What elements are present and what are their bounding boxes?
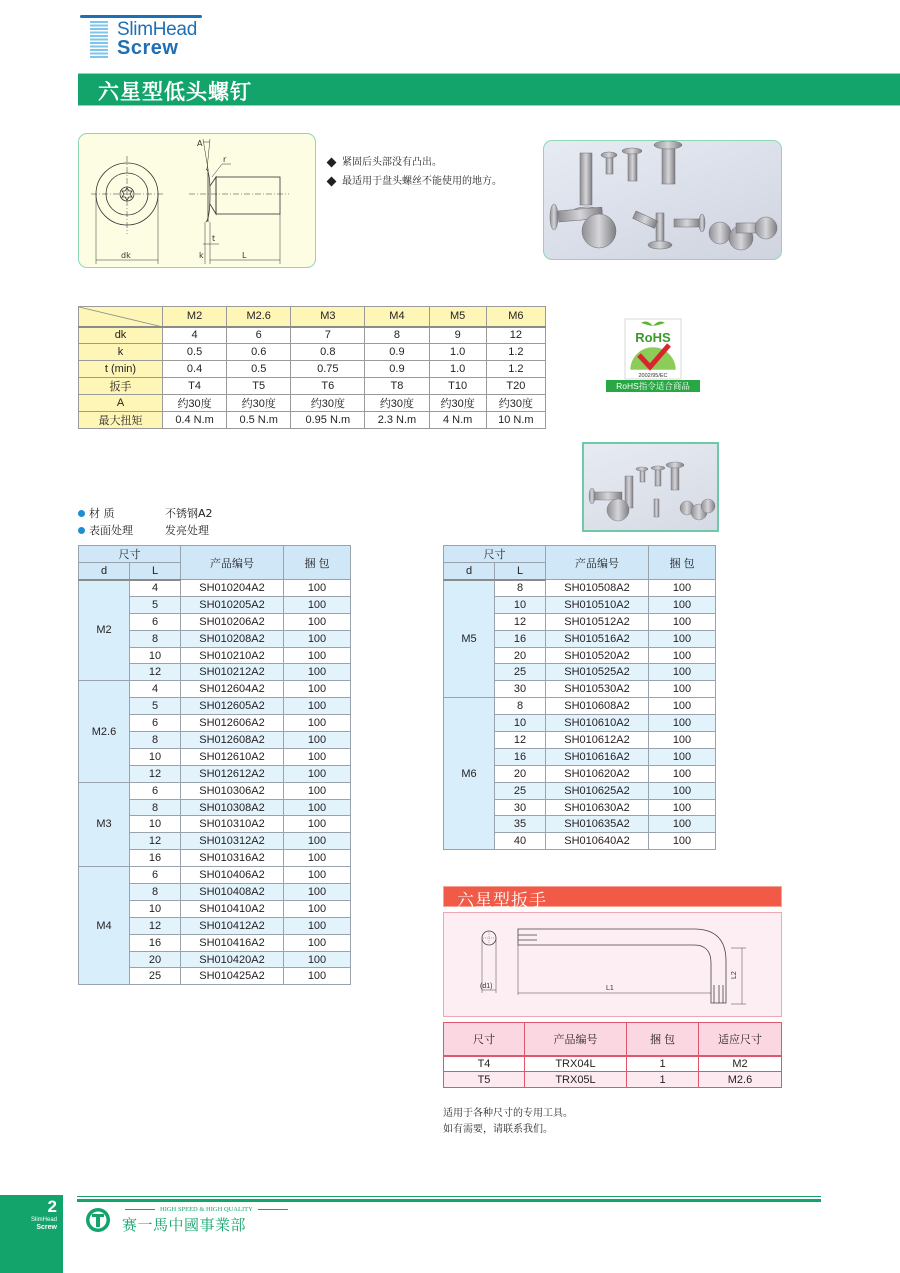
- part-no-header: 产品编号: [181, 546, 284, 580]
- length-cell: 6: [130, 782, 181, 799]
- table-row: [79, 867, 351, 884]
- part-number-cell: SH010616A2: [546, 748, 649, 765]
- part-no-header: 产品编号: [546, 546, 649, 580]
- length-cell: 8: [130, 732, 181, 749]
- wrench-header-pack: 捆 包: [627, 1023, 699, 1056]
- part-number-cell: SH010608A2: [546, 698, 649, 715]
- pack-qty-cell: 100: [284, 900, 351, 917]
- part-number-cell: SH010640A2: [546, 833, 649, 850]
- wrench-section-title: [443, 886, 782, 911]
- spec-cell: T5: [227, 377, 291, 394]
- spec-cell: 1.2: [486, 360, 545, 377]
- spec-cell: 4 N.m: [429, 411, 486, 428]
- logo-bar: [80, 15, 202, 18]
- company-emblem-icon: [85, 1207, 111, 1233]
- part-number-cell: SH010205A2: [181, 596, 284, 613]
- page-title: 六星型低头螺钉: [98, 80, 252, 104]
- thread-size-cell: M2: [79, 580, 130, 681]
- pack-qty-cell: 100: [284, 799, 351, 816]
- spec-table: [78, 306, 546, 429]
- length-cell: 4: [130, 580, 181, 597]
- size-header: 尺寸: [444, 546, 546, 563]
- footer-brand-line1: SlimHead: [30, 1217, 57, 1223]
- spec-cell: 9: [429, 327, 486, 344]
- length-cell: 40: [495, 833, 546, 850]
- wrench-title-text: 六星型扳手: [457, 891, 547, 911]
- spec-cell: 0.5 N.m: [227, 411, 291, 428]
- pack-qty-cell: 100: [649, 613, 716, 630]
- logo-text-slimhead: SlimHead: [117, 19, 197, 40]
- thread-size-cell: M3: [79, 782, 130, 866]
- spec-corner-cell: [79, 307, 163, 327]
- spec-row-label: 扳手: [79, 377, 163, 394]
- length-cell: 12: [130, 664, 181, 681]
- pack-qty-cell: 100: [284, 647, 351, 664]
- spec-cell: 约30度: [365, 394, 429, 411]
- diamond-bullet-icon: [327, 158, 337, 168]
- label-angle: A: [197, 139, 203, 148]
- spec-cell: 约30度: [227, 394, 291, 411]
- thread-size-cell: M5: [444, 580, 495, 698]
- spec-row: [79, 343, 546, 360]
- spec-cell: 10 N.m: [486, 411, 545, 428]
- part-number-cell: SH010612A2: [546, 732, 649, 749]
- spec-cell: 0.95 N.m: [291, 411, 365, 428]
- spec-cell: 7: [291, 327, 365, 344]
- part-number-cell: SH010416A2: [181, 934, 284, 951]
- spec-cell: 约30度: [429, 394, 486, 411]
- spec-row-label: k: [79, 343, 163, 360]
- l-header: L: [495, 563, 546, 580]
- part-number-cell: SH010508A2: [546, 580, 649, 597]
- part-number-cell: SH010206A2: [181, 613, 284, 630]
- pack-qty-cell: 100: [649, 715, 716, 732]
- part-number-cell: SH010630A2: [546, 799, 649, 816]
- label-dk: dk: [121, 251, 131, 260]
- label-radius: r: [223, 155, 227, 164]
- footer-divider: [77, 1196, 821, 1202]
- table-row: [79, 580, 351, 597]
- length-cell: 30: [495, 681, 546, 698]
- spec-row: [79, 377, 546, 394]
- part-number-cell: SH010516A2: [546, 630, 649, 647]
- spec-cell: 0.9: [365, 343, 429, 360]
- feature-text: 最适用于盘头螺丝不能使用的地方。: [342, 176, 502, 187]
- bullet-dot-icon: [78, 510, 85, 517]
- surface-label: 表面处理: [89, 524, 133, 537]
- length-cell: 16: [495, 630, 546, 647]
- product-table-left: [78, 545, 351, 985]
- length-cell: 30: [495, 799, 546, 816]
- length-cell: 12: [130, 765, 181, 782]
- screw-drawing-icon: [79, 134, 317, 269]
- spec-cell: 12: [486, 327, 545, 344]
- wrench-header-fit: 适应尺寸: [699, 1023, 782, 1056]
- spec-col-header: M2.6: [227, 307, 291, 327]
- footer-tagline: [120, 1206, 293, 1213]
- part-number-cell: SH010212A2: [181, 664, 284, 681]
- spec-cell: 0.9: [365, 360, 429, 377]
- spec-row-label: dk: [79, 327, 163, 344]
- spec-row: [79, 360, 546, 377]
- length-cell: 5: [130, 698, 181, 715]
- rohs-label: RoHS指令适合商品: [606, 380, 700, 392]
- label-l1: L1: [606, 985, 614, 992]
- pack-qty-cell: 100: [284, 596, 351, 613]
- spec-cell: 1.0: [429, 360, 486, 377]
- spec-col-header: M4: [365, 307, 429, 327]
- length-cell: 8: [130, 799, 181, 816]
- note-line: 适用于各种尺寸的专用工具。: [443, 1108, 573, 1119]
- pack-qty-cell: 100: [284, 698, 351, 715]
- diamond-bullet-icon: [327, 177, 337, 187]
- length-cell: 10: [495, 596, 546, 613]
- screws-photo-icon: [584, 444, 717, 530]
- pack-qty-cell: 100: [649, 799, 716, 816]
- length-cell: 12: [495, 732, 546, 749]
- brand-logo: [80, 15, 205, 61]
- wrench-fit: M2.6: [699, 1072, 782, 1088]
- pack-qty-cell: 100: [284, 833, 351, 850]
- feature-item: [326, 153, 502, 172]
- spec-row-label: A: [79, 394, 163, 411]
- wrench-note: [443, 1106, 573, 1138]
- spec-row: [79, 394, 546, 411]
- spec-cell: 0.5: [163, 343, 227, 360]
- feature-list: [326, 153, 502, 191]
- part-number-cell: SH010412A2: [181, 917, 284, 934]
- part-number-cell: SH010520A2: [546, 647, 649, 664]
- wrench-diagram: [443, 912, 782, 1017]
- part-number-cell: SH010312A2: [181, 833, 284, 850]
- wrench-row: [444, 1072, 782, 1088]
- pack-qty-cell: 100: [649, 833, 716, 850]
- surface-value: 发亮处理: [165, 524, 209, 537]
- length-cell: 35: [495, 816, 546, 833]
- material-row: [78, 505, 213, 522]
- label-k: k: [199, 251, 204, 260]
- part-number-cell: SH010306A2: [181, 782, 284, 799]
- d-header: d: [444, 563, 495, 580]
- material-info: [78, 505, 213, 539]
- pack-qty-cell: 100: [284, 630, 351, 647]
- part-number-cell: SH010625A2: [546, 782, 649, 799]
- length-cell: 5: [130, 596, 181, 613]
- pack-qty-cell: 100: [649, 816, 716, 833]
- pack-qty-cell: 100: [649, 580, 716, 597]
- part-number-cell: SH012608A2: [181, 732, 284, 749]
- part-number-cell: SH012604A2: [181, 681, 284, 698]
- spec-cell: 1.0: [429, 343, 486, 360]
- feature-item: [326, 172, 502, 191]
- spec-cell: T10: [429, 377, 486, 394]
- length-cell: 25: [130, 968, 181, 985]
- length-cell: 20: [495, 765, 546, 782]
- part-number-cell: SH010420A2: [181, 951, 284, 968]
- rohs-logo-icon: [606, 318, 700, 380]
- length-cell: 10: [130, 900, 181, 917]
- tagline-dash: [258, 1209, 288, 1210]
- wrench-row: [444, 1056, 782, 1072]
- wrench-fit: M2: [699, 1056, 782, 1072]
- screw-diagram: [78, 133, 316, 268]
- part-number-cell: SH010530A2: [546, 681, 649, 698]
- pack-qty-cell: 100: [649, 698, 716, 715]
- company-name: 赛一馬中國事業部: [122, 1216, 247, 1234]
- pack-qty-cell: 100: [284, 681, 351, 698]
- pack-qty-cell: 100: [284, 884, 351, 901]
- pack-qty-cell: 100: [649, 596, 716, 613]
- spec-row-label: 最大扭矩: [79, 411, 163, 428]
- pack-qty-cell: 100: [284, 613, 351, 630]
- wrench-header-size: 尺寸: [444, 1023, 525, 1056]
- thread-size-cell: M4: [79, 867, 130, 985]
- product-table-right: [443, 545, 716, 850]
- length-cell: 8: [495, 580, 546, 597]
- length-cell: 8: [130, 630, 181, 647]
- part-number-cell: SH010610A2: [546, 715, 649, 732]
- pack-qty-cell: 100: [284, 782, 351, 799]
- spec-cell: 约30度: [486, 394, 545, 411]
- size-header: 尺寸: [79, 546, 181, 563]
- material-label: 材 质: [89, 507, 115, 520]
- pack-qty-cell: 100: [284, 968, 351, 985]
- surface-row: [78, 522, 213, 539]
- thread-size-cell: M6: [444, 698, 495, 850]
- spec-cell: 2.3 N.m: [365, 411, 429, 428]
- length-cell: 12: [495, 613, 546, 630]
- logo-text-screw: Screw: [117, 37, 179, 59]
- label-L: L: [242, 251, 247, 260]
- spec-cell: 4: [163, 327, 227, 344]
- wrench-header-part: 产品编号: [525, 1023, 627, 1056]
- table-row: [444, 698, 716, 715]
- length-cell: 10: [130, 647, 181, 664]
- rohs-directive: 2002/95/EC: [638, 373, 668, 379]
- pack-qty-cell: 100: [284, 867, 351, 884]
- length-cell: 25: [495, 782, 546, 799]
- pack-qty-cell: 100: [284, 816, 351, 833]
- part-number-cell: SH010512A2: [546, 613, 649, 630]
- length-cell: 6: [130, 613, 181, 630]
- spec-cell: T4: [163, 377, 227, 394]
- spec-row-label: t (min): [79, 360, 163, 377]
- part-number-cell: SH010210A2: [181, 647, 284, 664]
- spec-cell: T6: [291, 377, 365, 394]
- table-row: [79, 681, 351, 698]
- material-value: 不锈钢A2: [165, 507, 213, 520]
- pack-qty-cell: 100: [649, 630, 716, 647]
- part-number-cell: SH010204A2: [181, 580, 284, 597]
- feature-text: 紧固后头部没有凸出。: [342, 157, 442, 168]
- pack-qty-cell: 100: [284, 732, 351, 749]
- d-header: d: [79, 563, 130, 580]
- pack-header: 捆 包: [284, 546, 351, 580]
- length-cell: 10: [130, 748, 181, 765]
- spec-cell: 6: [227, 327, 291, 344]
- length-cell: 16: [130, 850, 181, 867]
- wrench-size: T5: [444, 1072, 525, 1088]
- wrench-part: TRX05L: [525, 1072, 627, 1088]
- pack-qty-cell: 100: [649, 647, 716, 664]
- table-row: [444, 580, 716, 597]
- spec-cell: T20: [486, 377, 545, 394]
- l-header: L: [130, 563, 181, 580]
- spec-cell: 约30度: [291, 394, 365, 411]
- pack-qty-cell: 100: [284, 917, 351, 934]
- page-number: 2: [47, 1197, 57, 1216]
- pack-header: 捆 包: [649, 546, 716, 580]
- spec-cell: 0.5: [227, 360, 291, 377]
- spec-row: [79, 411, 546, 428]
- part-number-cell: SH010635A2: [546, 816, 649, 833]
- pack-qty-cell: 100: [284, 664, 351, 681]
- length-cell: 12: [130, 917, 181, 934]
- length-cell: 10: [495, 715, 546, 732]
- rohs-logo-text: RoHS: [635, 330, 671, 345]
- pack-qty-cell: 100: [649, 748, 716, 765]
- part-number-cell: SH012605A2: [181, 698, 284, 715]
- product-photo-small: [582, 442, 719, 532]
- note-line: 如有需要，请联系我们。: [443, 1124, 553, 1135]
- length-cell: 6: [130, 867, 181, 884]
- pack-qty-cell: 100: [284, 580, 351, 597]
- pack-qty-cell: 100: [649, 765, 716, 782]
- spec-cell: 约30度: [163, 394, 227, 411]
- part-number-cell: SH010510A2: [546, 596, 649, 613]
- spec-col-header: M6: [486, 307, 545, 327]
- part-number-cell: SH010208A2: [181, 630, 284, 647]
- label-thickness: t: [212, 234, 216, 243]
- title-band: [78, 73, 900, 106]
- part-number-cell: SH010316A2: [181, 850, 284, 867]
- wrench-part: TRX04L: [525, 1056, 627, 1072]
- part-number-cell: SH010425A2: [181, 968, 284, 985]
- part-number-cell: SH012610A2: [181, 748, 284, 765]
- diagonal-line-icon: [79, 307, 163, 327]
- pack-qty-cell: 100: [649, 681, 716, 698]
- part-number-cell: SH010310A2: [181, 816, 284, 833]
- pack-qty-cell: 100: [649, 782, 716, 799]
- length-cell: 6: [130, 715, 181, 732]
- length-cell: 20: [495, 647, 546, 664]
- length-cell: 12: [130, 833, 181, 850]
- length-cell: 4: [130, 681, 181, 698]
- tagline-dash: [125, 1209, 155, 1210]
- spec-cell: 0.4 N.m: [163, 411, 227, 428]
- spec-cell: 0.6: [227, 343, 291, 360]
- table-row: [79, 782, 351, 799]
- part-number-cell: SH010308A2: [181, 799, 284, 816]
- pack-qty-cell: 100: [284, 765, 351, 782]
- spec-cell: 0.4: [163, 360, 227, 377]
- logo-stripes-icon: [90, 21, 108, 59]
- torx-wrench-drawing-icon: [444, 913, 783, 1018]
- length-cell: 10: [130, 816, 181, 833]
- length-cell: 25: [495, 664, 546, 681]
- rohs-badge: [606, 318, 700, 392]
- spec-col-header: M5: [429, 307, 486, 327]
- length-cell: 16: [130, 934, 181, 951]
- part-number-cell: SH010620A2: [546, 765, 649, 782]
- spec-cell: 8: [365, 327, 429, 344]
- wrench-size: T4: [444, 1056, 525, 1072]
- spec-col-header: M2: [163, 307, 227, 327]
- bullet-dot-icon: [78, 527, 85, 534]
- spec-col-header: M3: [291, 307, 365, 327]
- spec-header-row: [79, 307, 546, 327]
- length-cell: 20: [130, 951, 181, 968]
- part-number-cell: SH010408A2: [181, 884, 284, 901]
- wrench-pack: 1: [627, 1072, 699, 1088]
- thread-size-cell: M2.6: [79, 681, 130, 782]
- length-cell: 16: [495, 748, 546, 765]
- pack-qty-cell: 100: [649, 664, 716, 681]
- wrench-table: [443, 1022, 782, 1088]
- page-number-tab: [0, 1195, 63, 1273]
- product-photo-large: [543, 140, 782, 260]
- label-d1: (d1): [480, 983, 493, 990]
- wrench-pack: 1: [627, 1056, 699, 1072]
- pack-qty-cell: 100: [284, 748, 351, 765]
- part-number-cell: SH010525A2: [546, 664, 649, 681]
- pack-qty-cell: 100: [284, 934, 351, 951]
- pack-qty-cell: 100: [649, 732, 716, 749]
- footer-brand-line2: Screw: [36, 1224, 57, 1231]
- length-cell: 8: [495, 698, 546, 715]
- spec-cell: T8: [365, 377, 429, 394]
- part-number-cell: SH012612A2: [181, 765, 284, 782]
- spec-cell: 0.75: [291, 360, 365, 377]
- pack-qty-cell: 100: [284, 951, 351, 968]
- part-number-cell: SH010410A2: [181, 900, 284, 917]
- pack-qty-cell: 100: [284, 850, 351, 867]
- part-number-cell: SH010406A2: [181, 867, 284, 884]
- pack-qty-cell: 100: [284, 715, 351, 732]
- part-number-cell: SH012606A2: [181, 715, 284, 732]
- length-cell: 8: [130, 884, 181, 901]
- label-l2: L2: [731, 971, 738, 979]
- tagline-text: HIGH SPEED & HIGH QUALITY: [160, 1206, 253, 1213]
- screws-photo-icon: [544, 141, 782, 260]
- spec-cell: 0.8: [291, 343, 365, 360]
- spec-cell: 1.2: [486, 343, 545, 360]
- spec-row: [79, 327, 546, 344]
